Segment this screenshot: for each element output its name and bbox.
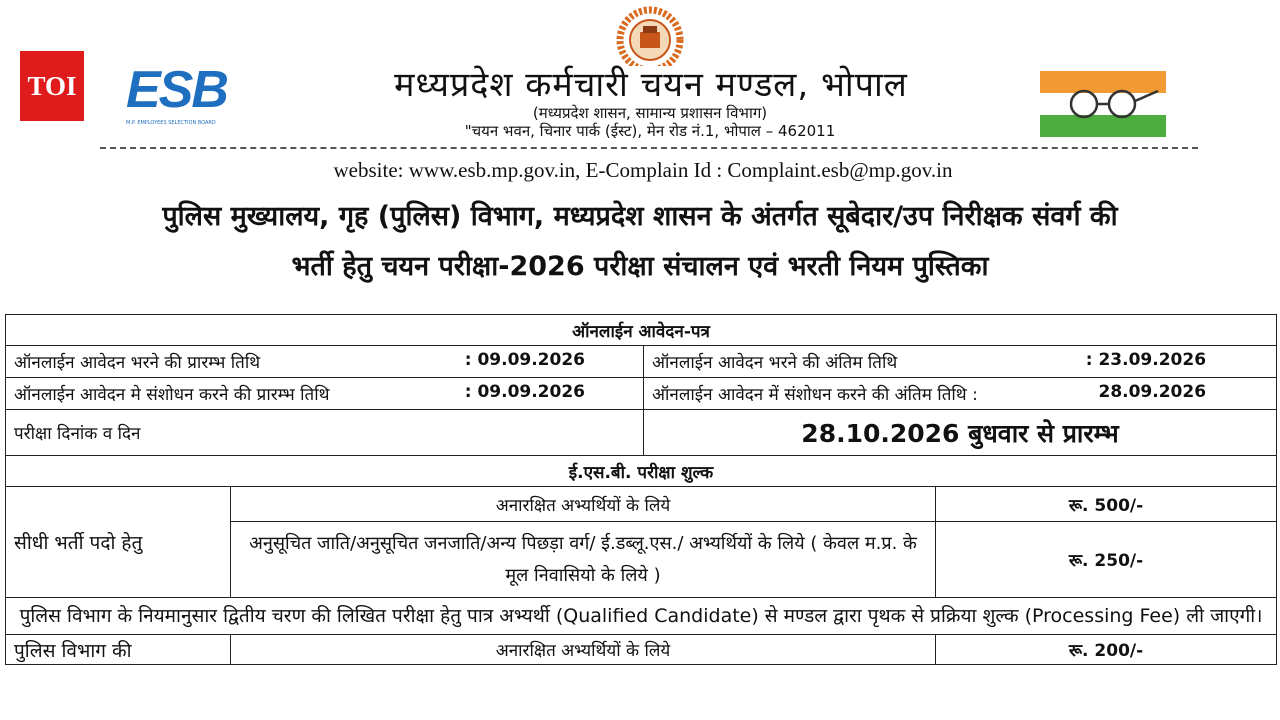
board-title: मध्यप्रदेश कर्मचारी चयन मण्डल, भोपाल bbox=[394, 65, 908, 105]
esb-logo-tagline: M.P. EMPLOYEES SELECTION BOARD bbox=[126, 120, 216, 126]
table-row bbox=[6, 487, 1277, 522]
website-contact-line: website: www.esb.mp.gov.in, E-Complain Id : Complaint.esb@mp.gov.in bbox=[333, 158, 953, 182]
table-row bbox=[6, 315, 1277, 346]
fee-amount: रू. 250/- bbox=[936, 522, 1277, 598]
row-label: ऑनलाईन आवेदन मे संशोधन करने की प्रारम्भ तिथि bbox=[14, 385, 330, 405]
row-value: : 09.09.2026 bbox=[464, 382, 585, 402]
mp-government-emblem bbox=[596, 4, 704, 66]
table-cell bbox=[6, 346, 644, 378]
swachh-bharat-logo bbox=[1040, 71, 1166, 137]
esb-logo bbox=[126, 60, 272, 140]
esb-logo-text: ESB bbox=[126, 61, 227, 119]
fee-category: अनुसूचित जाति/अनुसूचित जनजाति/अन्य पिछड़ा वर्ग/ ई.डब्लू.एस./ अभ्यर्थियों के लिये ( केवल म.प्र. के मूल निवासियो के लिये ) bbox=[231, 522, 936, 598]
fee-amount: रू. 500/- bbox=[936, 487, 1277, 522]
table-row bbox=[6, 410, 1277, 456]
toi-badge: TOI bbox=[20, 51, 84, 121]
table-cell bbox=[6, 378, 644, 410]
police-department-label: पुलिस विभाग की bbox=[6, 635, 231, 665]
header-divider bbox=[100, 147, 1198, 149]
table-row bbox=[6, 346, 1277, 378]
table-row bbox=[6, 598, 1277, 635]
processing-fee-note: पुलिस विभाग के नियमानुसार द्वितीय चरण की लिखित परीक्षा हेतु पात्र अभ्यर्थी (Qualified Candidate) से मण्डल द्वारा पृथक से प्रक्रिया शुल्क (Processing Fee) ली जाएगी। bbox=[6, 598, 1277, 635]
table-cell bbox=[644, 346, 1277, 378]
notice-headline-line-2: भर्ती हेतु चयन परीक्षा-2026 परीक्षा संचालन एवं भरती नियम पुस्तिका bbox=[291, 251, 989, 282]
row-label: ऑनलाईन आवेदन भरने की प्रारम्भ तिथि bbox=[14, 353, 261, 373]
exam-fee-heading: ई.एस.बी. परीक्षा शुल्क bbox=[6, 456, 1277, 487]
row-value: 28.09.2026 bbox=[1098, 382, 1207, 402]
exam-date-value: 28.10.2026 बुधवार से प्रारम्भ bbox=[644, 410, 1277, 456]
table-row bbox=[6, 635, 1277, 665]
fee-amount: रू. 200/- bbox=[936, 635, 1277, 665]
row-label: ऑनलाईन आवेदन में संशोधन करने की अंतिम तिथि : bbox=[652, 385, 978, 405]
exam-date-label: परीक्षा दिनांक व दिन bbox=[6, 410, 644, 456]
schedule-fee-table bbox=[5, 314, 1277, 665]
table-row bbox=[6, 378, 1277, 410]
board-address: "चयन भवन, चिनार पार्क (ईस्ट), मेन रोड नं.1, भोपाल – 462011 bbox=[464, 122, 836, 140]
fee-category: अनारक्षित अभ्यर्थियों के लिये bbox=[231, 635, 936, 665]
row-label: ऑनलाईन आवेदन भरने की अंतिम तिथि bbox=[652, 353, 898, 373]
table-row bbox=[6, 456, 1277, 487]
direct-recruitment-label: सीधी भर्ती पदो हेतु bbox=[6, 487, 231, 598]
table-cell bbox=[644, 378, 1277, 410]
notice-headline-line-1: पुलिस मुख्यालय, गृह (पुलिस) विभाग, मध्यप्रदेश शासन के अंतर्गत सूबेदार/उप निरीक्षक संवर्ग की bbox=[162, 201, 1118, 232]
board-subtitle: (मध्यप्रदेश शासन, सामान्य प्रशासन विभाग) bbox=[532, 104, 768, 122]
fee-category: अनारक्षित अभ्यर्थियों के लिये bbox=[231, 487, 936, 522]
row-value: : 23.09.2026 bbox=[1085, 350, 1207, 370]
online-application-heading: ऑनलाईन आवेदन-पत्र bbox=[6, 315, 1277, 346]
row-value: : 09.09.2026 bbox=[464, 350, 585, 370]
